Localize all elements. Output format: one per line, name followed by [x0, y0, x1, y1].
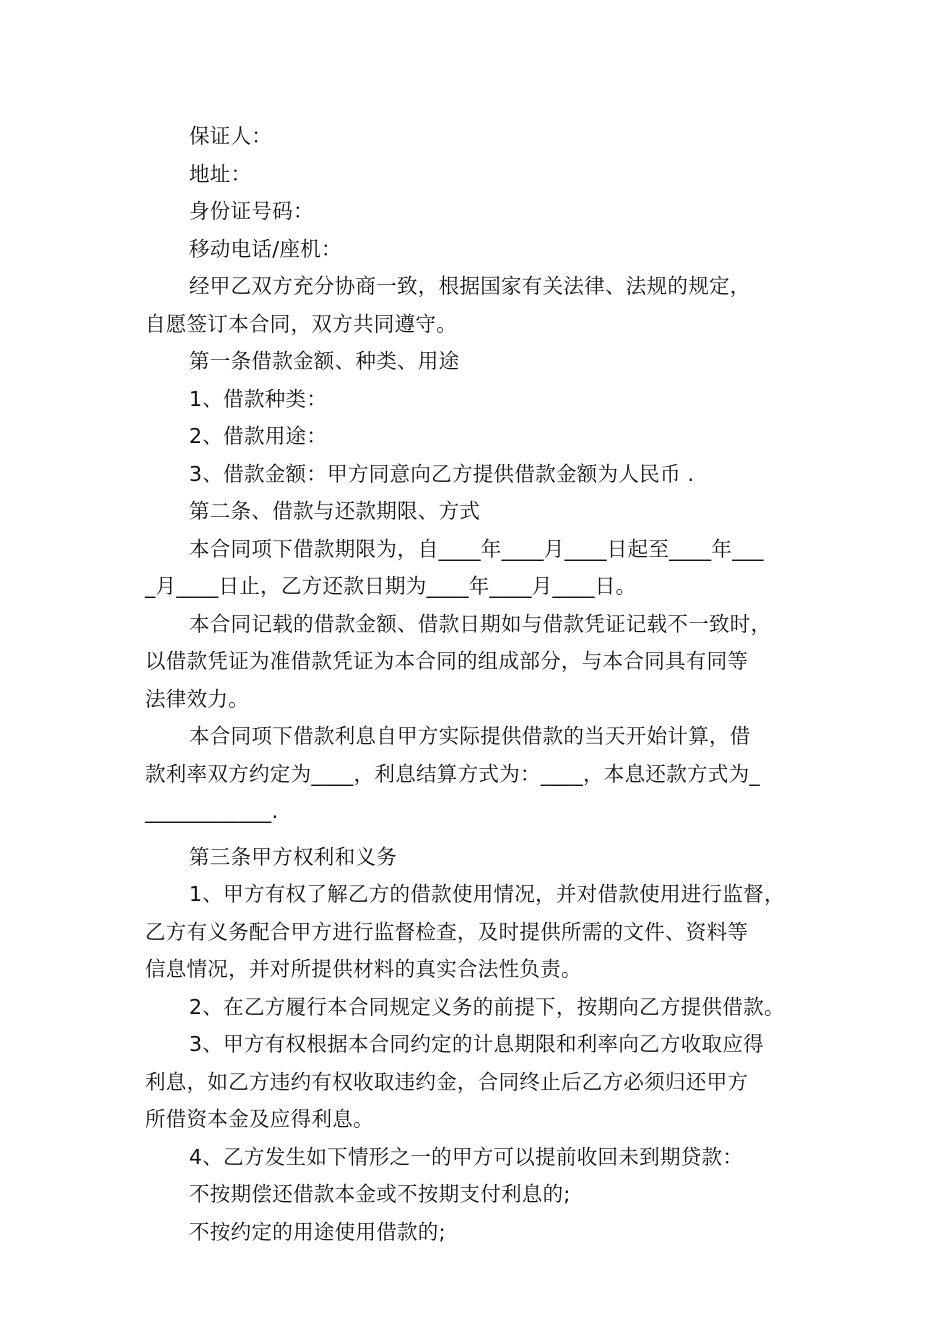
text-line: 第三条甲方权利和义务	[189, 844, 397, 869]
text-line: 3、借款金额：甲方同意向乙方提供借款金额为人民币 .	[189, 461, 695, 486]
text-line: 保证人：	[189, 124, 273, 148]
text-line: 信息情况，并对所提供材料的真实合法性负责。	[145, 957, 582, 981]
text-line: 地址：	[189, 161, 252, 186]
text-line: 1、借款种类：	[189, 386, 328, 411]
text-line: 利息，如乙方违约有权收取违约金，合同终止后乙方必须归还甲方	[145, 1069, 749, 1094]
text-line: ____________.	[145, 799, 279, 823]
text-line: 乙方有义务配合甲方进行监督检查，及时提供所需的文件、资料等	[145, 919, 749, 944]
text-line: 移动电话/座机：	[189, 236, 342, 261]
text-line: _月____日止，乙方还款日期为____年____月____日。	[145, 574, 637, 598]
document-body	[145, 118, 810, 1251]
text-line: 本合同记载的借款金额、借款日期如与借款凭证记载不一致时，	[189, 611, 772, 636]
text-line: 不按约定的用途使用借款的;	[189, 1219, 446, 1244]
text-line: 本合同项下借款期限为，自____年____月____日起至____年___	[189, 536, 764, 561]
text-line: 第二条、借款与还款期限、方式	[189, 499, 481, 523]
text-line: 第一条借款金额、种类、用途	[189, 349, 460, 373]
text-line: 2、在乙方履行本合同规定义务的前提下，按期向乙方提供借款。	[189, 994, 785, 1019]
text-line: 不按期偿还借款本金或不按期支付利息的;	[189, 1182, 571, 1206]
text-line: 3、甲方有权根据本合同约定的计息期限和利率向乙方收取应得	[189, 1032, 764, 1056]
text-line: 4、乙方发生如下情形之一的甲方可以提前收回未到期贷款：	[189, 1144, 744, 1169]
text-line: 法律效力。	[145, 686, 249, 711]
text-line: 1、甲方有权了解乙方的借款使用情况，并对借款使用进行监督，	[189, 882, 785, 906]
text-line: 经甲乙双方充分协商一致，根据国家有关法律、法规的规定，	[189, 274, 751, 298]
text-line: 2、借款用途：	[189, 424, 328, 448]
text-line: 所借资本金及应得利息。	[145, 1107, 374, 1131]
text-line: 自愿签订本合同，双方共同遵守。	[145, 311, 457, 336]
text-line: 身份证号码：	[189, 199, 314, 223]
text-line: 本合同项下借款利息自甲方实际提供借款的当天开始计算，借	[189, 724, 751, 748]
text-line: 以借款凭证为准借款凭证为本合同的组成部分，与本合同具有同等	[145, 649, 749, 673]
text-line: 款利率双方约定为____，利息结算方式为：____，本息还款方式为_	[145, 761, 760, 786]
